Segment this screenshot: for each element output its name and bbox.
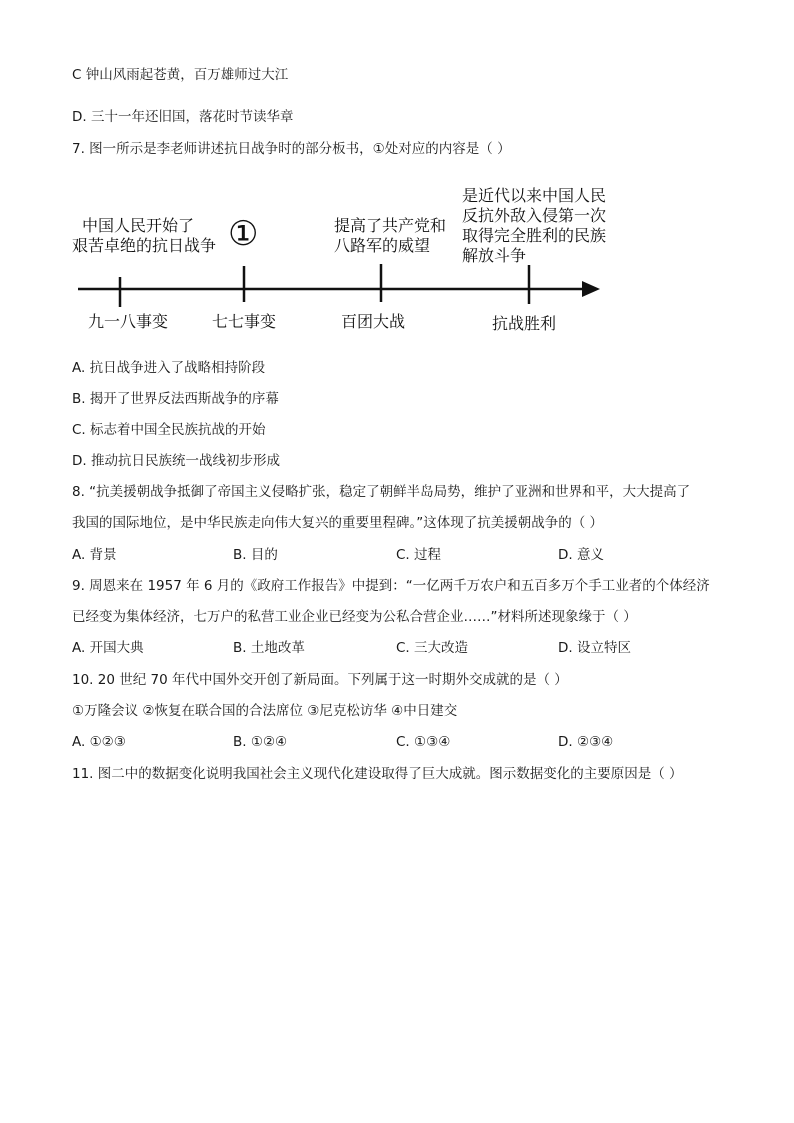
q8-option-d: D. 意义 — [558, 547, 604, 563]
q8-option-a: A. 背景 — [72, 547, 117, 563]
timeline-arrowhead — [582, 281, 600, 297]
note-1-line-1: 中国人民开始了 — [82, 216, 195, 235]
event-label-qiqi: 七七事变 — [212, 312, 277, 331]
marker-circled-one: ① — [228, 214, 259, 254]
note-4-line-4: 解放斗争 — [462, 246, 527, 265]
question-8-line-2: 我国的国际地位，是中华民族走向伟大复兴的重要里程碑。”这体现了抗美援朝战争的（ ） — [72, 515, 604, 531]
note-4-line-1: 是近代以来中国人民 — [462, 186, 607, 205]
q8-option-b: B. 目的 — [233, 547, 278, 563]
option-c-previous: C 钟山风雨起苍黄，百万雄师过大江 — [72, 67, 289, 83]
q9-option-c: C. 三大改造 — [396, 640, 469, 656]
option-d-previous: D. 三十一年还旧国，落花时节读华章 — [72, 109, 294, 125]
q10-option-a: A. ①②③ — [72, 734, 126, 750]
q10-option-d: D. ②③④ — [558, 734, 614, 750]
question-11: 11. 图二中的数据变化说明我国社会主义现代化建设取得了巨大成就。图示数据变化的主要原因是（ ） — [72, 766, 683, 782]
q7-option-b: B. 揭开了世界反法西斯战争的序幕 — [72, 391, 279, 407]
question-9-line-2: 已经变为集体经济，七万户的私营工业企业已经变为公私合营企业……”材料所述现象缘于（ ） — [72, 609, 637, 625]
q8-option-c: C. 过程 — [396, 547, 442, 563]
q7-option-c: C. 标志着中国全民族抗战的开始 — [72, 422, 266, 438]
question-9-line-1: 9. 周恩来在 1957 年 6 月的《政府工作报告》中提到：“一亿两千万农户和五百多万个手工业者的个体经济 — [72, 578, 710, 594]
q10-option-b: B. ①②④ — [233, 734, 288, 750]
event-label-victory: 抗战胜利 — [492, 314, 557, 333]
question-10-items: ①万隆会议 ②恢复在联合国的合法席位 ③尼克松访华 ④中日建交 — [72, 703, 458, 719]
note-3-line-1: 提高了共产党和 — [334, 216, 447, 235]
timeline-figure — [68, 168, 628, 340]
note-3-line-2: 八路军的威望 — [334, 236, 431, 255]
q9-option-d: D. 设立特区 — [558, 640, 631, 656]
q9-option-b: B. 土地改革 — [233, 640, 305, 656]
event-label-jiuyiba: 九一八事变 — [88, 312, 169, 331]
event-label-baituan: 百团大战 — [341, 312, 406, 331]
q7-option-a: A. 抗日战争进入了战略相持阶段 — [72, 360, 266, 376]
question-7: 7. 图一所示是李老师讲述抗日战争时的部分板书，①处对应的内容是（ ） — [72, 141, 511, 157]
q10-option-c: C. ①③④ — [396, 734, 451, 750]
note-1-line-2: 艰苦卓绝的抗日战争 — [72, 236, 217, 255]
q7-option-d: D. 推动抗日民族统一战线初步形成 — [72, 453, 280, 469]
question-8-line-1: 8. “抗美援朝战争抵御了帝国主义侵略扩张，稳定了朝鲜半岛局势，维护了亚洲和世界和平，大大提高了 — [72, 484, 691, 500]
q9-option-a: A. 开国大典 — [72, 640, 144, 656]
note-4-line-3: 取得完全胜利的民族 — [462, 226, 607, 245]
question-10: 10. 20 世纪 70 年代中国外交开创了新局面。下列属于这一时期外交成就的是（ ） — [72, 672, 568, 688]
note-4-line-2: 反抗外敌入侵第一次 — [462, 206, 607, 225]
